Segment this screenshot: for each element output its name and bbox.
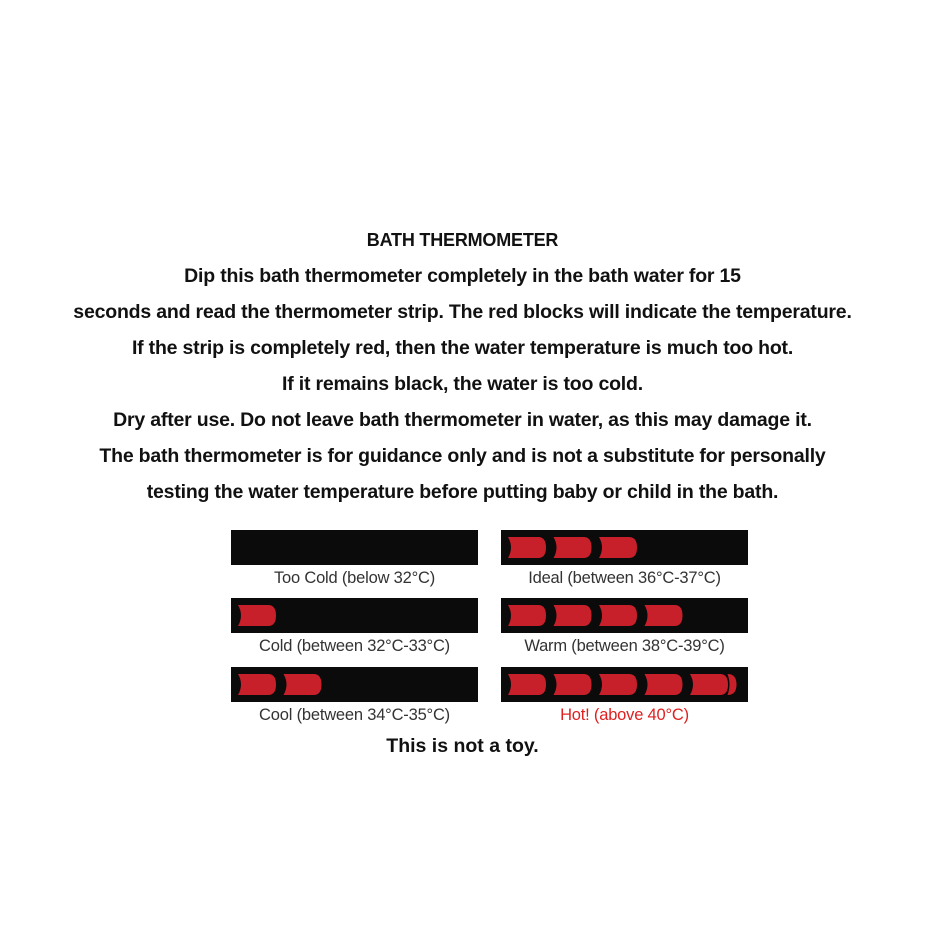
red-block <box>645 674 683 695</box>
thermometer-strip <box>231 530 478 565</box>
red-block <box>599 674 637 695</box>
red-block <box>284 674 322 695</box>
strip-label: Cold (between 32°C-33°C) <box>259 637 450 655</box>
instruction-line-6: The bath thermometer is for guidance only and is not a substitute for personally <box>99 445 826 467</box>
red-block <box>554 605 592 626</box>
page-title: BATH THERMOMETER <box>366 230 559 250</box>
red-block <box>508 674 546 695</box>
thermometer-strip <box>501 598 748 633</box>
strip-too-cold <box>231 530 478 589</box>
strip-blocks <box>231 530 478 565</box>
red-block-partial <box>728 674 737 695</box>
red-block <box>238 674 276 695</box>
red-block <box>554 537 592 558</box>
instruction-line-1: Dip this bath thermometer completely in the bath water for 15 <box>184 265 741 287</box>
thermometer-strip <box>231 598 478 633</box>
red-block <box>554 674 592 695</box>
red-block <box>508 537 546 558</box>
red-block <box>508 605 546 626</box>
strip-hot <box>501 667 748 726</box>
red-block <box>645 605 683 626</box>
thermometer-strip <box>501 667 748 702</box>
strip-blocks <box>231 598 478 633</box>
strip-label-hot: Hot! (above 40°C) <box>560 706 689 724</box>
thermometer-strip <box>501 530 748 565</box>
strip-label: Ideal (between 36°C-37°C) <box>528 569 721 587</box>
strip-warm <box>501 598 748 657</box>
instruction-line-7: testing the water temperature before putting baby or child in the bath. <box>146 481 779 503</box>
warning-note: This is not a toy. <box>386 735 539 757</box>
strip-label: Too Cold (below 32°C) <box>273 569 436 587</box>
red-block <box>599 605 637 626</box>
red-block <box>599 537 637 558</box>
strip-cool <box>231 667 478 726</box>
strip-blocks <box>501 667 748 702</box>
red-block <box>690 674 728 695</box>
strip-blocks <box>501 598 748 633</box>
strip-cold <box>231 598 478 657</box>
instruction-line-2: seconds and read the thermometer strip. The red blocks will indicate the temperature. <box>73 301 852 323</box>
strip-ideal <box>501 530 748 589</box>
strip-blocks <box>231 667 478 702</box>
strip-label: Cool (between 34°C-35°C) <box>259 706 450 724</box>
instruction-line-3: If the strip is completely red, then the water temperature is much too hot. <box>131 337 794 359</box>
strip-label: Warm (between 38°C-39°C) <box>524 637 725 655</box>
instruction-line-4: If it remains black, the water is too cold. <box>282 373 643 395</box>
thermometer-strip <box>231 667 478 702</box>
instructions-block <box>0 225 925 513</box>
red-block <box>238 605 276 626</box>
strip-blocks <box>501 530 748 565</box>
instruction-line-5: Dry after use. Do not leave bath thermometer in water, as this may damage it. <box>113 409 812 431</box>
